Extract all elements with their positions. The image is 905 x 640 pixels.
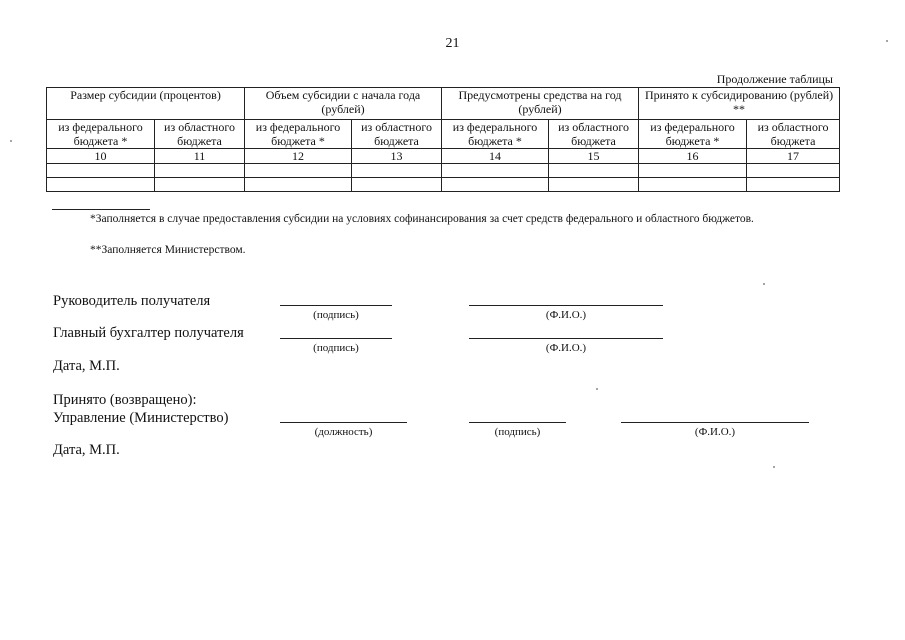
table-row	[47, 178, 840, 192]
date-stamp-label: Дата, М.П.	[53, 358, 120, 374]
signature-line	[280, 338, 392, 339]
name-caption: (Ф.И.О.)	[545, 309, 587, 321]
scan-speck	[763, 283, 765, 285]
table-cell	[47, 178, 155, 192]
signature-caption: (подпись)	[313, 309, 359, 321]
column-number: 14	[442, 149, 549, 164]
page-number: 21	[445, 36, 460, 51]
table-cell	[245, 164, 352, 178]
group-header-subsidy-size: Размер субсидии (процентов)	[47, 88, 245, 120]
sub-header-regional: из областного бюджета	[352, 120, 442, 149]
sub-header-federal: из федерального бюджета *	[47, 120, 155, 149]
column-number: 15	[549, 149, 639, 164]
column-number: 10	[47, 149, 155, 164]
table-cell	[245, 178, 352, 192]
name-line	[469, 338, 663, 339]
table-cell	[155, 164, 245, 178]
footnote-divider	[52, 209, 150, 210]
column-number: 12	[245, 149, 352, 164]
table-cell	[549, 178, 639, 192]
table-cell	[442, 178, 549, 192]
sub-header-regional: из областного бюджета	[549, 120, 639, 149]
table-cell	[155, 178, 245, 192]
name-line	[621, 422, 809, 423]
footnote-ministry: **Заполняется Министерством.	[90, 244, 246, 256]
signature-caption: (подпись)	[494, 426, 541, 438]
column-number: 17	[747, 149, 840, 164]
name-line	[469, 305, 663, 306]
sub-header-regional: из областного бюджета	[155, 120, 245, 149]
group-header-subsidy-volume: Объем субсидии с начала года (рублей)	[245, 88, 442, 120]
group-header-accepted: Принято к субсидированию (рублей) **	[639, 88, 840, 120]
table-cell	[442, 164, 549, 178]
column-number: 13	[352, 149, 442, 164]
table-cell	[352, 164, 442, 178]
sub-header-federal: из федерального бюджета *	[245, 120, 352, 149]
date-stamp-label: Дата, М.П.	[53, 442, 120, 458]
column-number: 16	[639, 149, 747, 164]
footnote-cofinancing: *Заполняется в случае предоставления субсидии на условиях софинансирования за счет средств федерального и областного бюджетов.	[90, 213, 754, 225]
table-cell	[352, 178, 442, 192]
subsidy-table	[46, 87, 840, 192]
column-number: 11	[155, 149, 245, 164]
position-caption: (должность)	[314, 426, 373, 438]
name-caption: (Ф.И.О.)	[545, 342, 587, 354]
sub-header-federal: из федерального бюджета *	[639, 120, 747, 149]
chief-accountant-label: Главный бухгалтер получателя	[53, 325, 244, 341]
scan-speck	[773, 466, 775, 468]
accepted-returned-label: Принято (возвращено):	[53, 392, 197, 408]
signature-line	[469, 422, 566, 423]
table-row	[47, 164, 840, 178]
position-line	[280, 422, 407, 423]
table-cell	[639, 178, 747, 192]
signature-line	[280, 305, 392, 306]
table-cell	[747, 164, 840, 178]
scan-speck	[10, 140, 12, 142]
department-label: Управление (Министерство)	[53, 410, 229, 426]
signature-caption: (подпись)	[313, 342, 359, 354]
table-cell	[47, 164, 155, 178]
table-cell	[747, 178, 840, 192]
head-of-recipient-label: Руководитель получателя	[53, 293, 211, 309]
table-continuation-label: Продолжение таблицы	[716, 72, 833, 86]
table-cell	[549, 164, 639, 178]
table-cell	[639, 164, 747, 178]
sub-header-regional: из областного бюджета	[747, 120, 840, 149]
group-header-planned-funds: Предусмотрены средства на год (рублей)	[442, 88, 639, 120]
scan-speck	[596, 388, 598, 390]
sub-header-federal: из федерального бюджета *	[442, 120, 549, 149]
scan-speck	[886, 40, 888, 42]
name-caption: (Ф.И.О.)	[694, 426, 736, 438]
